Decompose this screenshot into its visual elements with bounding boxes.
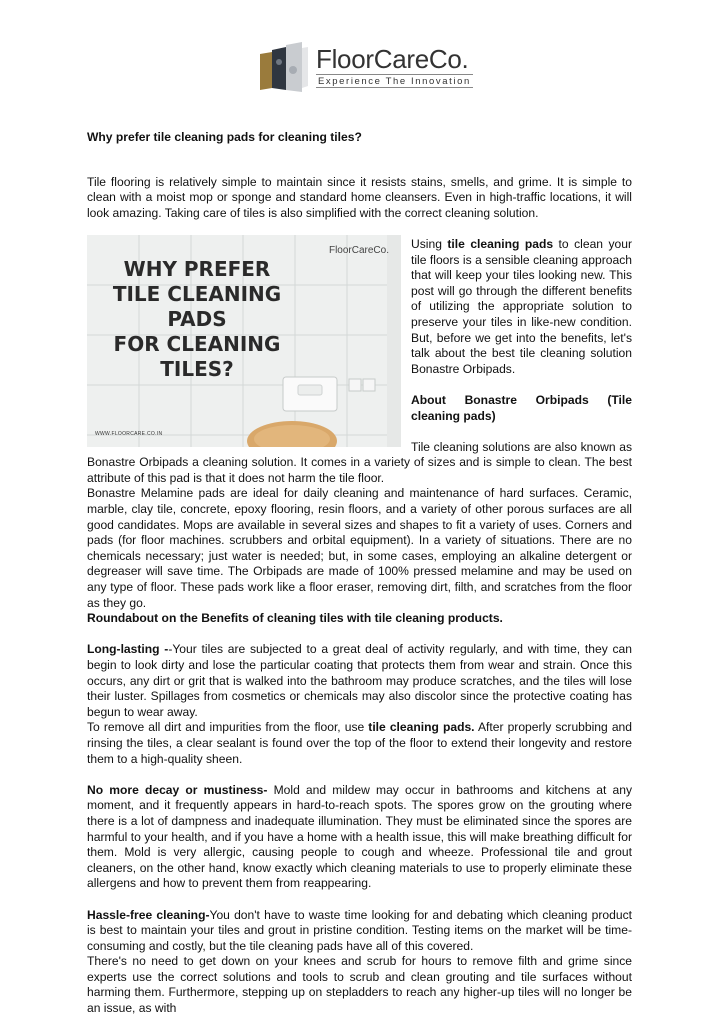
image-headline-line: TILE CLEANING PADS	[112, 281, 282, 331]
remove-paragraph	[87, 720, 632, 767]
article	[87, 130, 632, 1017]
benefits-heading: Roundabout on the Benefits of cleaning tiles with tile cleaning products.	[87, 611, 503, 626]
tile-logo-icon	[258, 42, 310, 94]
image-headline	[87, 257, 307, 382]
using-text: Using	[411, 236, 448, 251]
image-logo: FloorCareCo.	[328, 244, 389, 256]
brand-name: FloorCareCo.	[316, 44, 469, 74]
brand-tagline: Experience The Innovation	[318, 76, 471, 87]
decay-text: Mold and mildew may occur in bathrooms and kitchens at any moment, and it frequently appears in hard-to-reach spots. The spores grow on the grouting where there is a lot of dampness and inadequate illumination. They must be eliminated since the spores are harmful to your health, and if you have a home with a health issue, this will make breathing difficult for them. Mold is very allergic, causing people to cough and wheeze. Professional tile and grout cleaners, on the other hand, know exactly which cleaning materials to use to properly eliminate these allergens and how to prevent them from reappearing.	[87, 782, 632, 891]
article-hero-image	[87, 235, 401, 447]
hassle-text: You don't have to waste time looking for and debating which cleaning product is best to maintain your tiles and grout in pristine condition. Testing items on the market will be time-consuming and costly, but the tile cleaning pads have all of this covered.	[87, 907, 632, 953]
long-lasting-paragraph	[87, 642, 632, 720]
article-title: Why prefer tile cleaning pads for cleaning tiles?	[87, 130, 362, 144]
image-headline-line: WHY PREFER	[123, 256, 271, 281]
decay-paragraph	[87, 783, 632, 892]
brand-logo	[258, 40, 471, 98]
decay-heading: No more decay or mustiness-	[87, 782, 268, 797]
knees-paragraph: There's no need to get down on your knees and scrub for hours to remove filth and grime since experts use the correct solutions and tools to scrub and clean grouting and tile surfaces without harming them. Furthermore, stepping up on stepladders to reach any higher-up tiles will no longer be an issue, as with	[87, 954, 632, 1016]
hassle-paragraph	[87, 908, 632, 955]
long-lasting-text: -Your tiles are subjected to a great deal of activity regularly, and with time, they can begin to look dirty and lose the particular coating that protects them from wear and strain. Once this occurs, any dirt or grit that is walked into the bathroom may produce scratches, and the tiles will lose their luster. Spillages from cosmetics or chemicals may also discolor since the protective coating has begun to wear away.	[87, 642, 632, 719]
intro-paragraph: Tile flooring is relatively simple to maintain since it resists stains, smells, and grime. It is simple to clean with a moist mop or sponge and standard home cleansers. Even in high-traffic locations, it will look amazing. Taking care of tiles is also simplified with the correct cleaning solution.	[87, 174, 632, 220]
using-keyword: tile cleaning pads	[447, 236, 554, 251]
image-url: WWW.FLOORCARE.CO.IN	[95, 431, 163, 438]
remove-keyword: tile cleaning pads.	[368, 720, 475, 735]
about-paragraph-1: Tile cleaning solutions are also known as Bonastre Orbipads a cleaning solution. It comes in a variety of sizes and is simple to clean. The best attribute of this pad is that it does not harm the tile floor.	[87, 439, 632, 485]
about-paragraph-2: Bonastre Melamine pads are ideal for daily cleaning and maintenance of hard surfaces. Ceramic, marble, clay tile, concrete, epoxy flooring, resin floors, and a variety of other porous surfaces are all good candidates. Mops are available in several sizes and shapes to fit a variety of uses. Corners and pads (for floor machines. scrubbers and orbital equipment). In a variety of situations. There are no chemicals necessary; just water is needed; but, in some cases, employing an alkaline detergent or degreaser will save time. The Orbipads are made of 100% pressed melamine and may be used on any type of floor. These pads work like a floor eraser, removing dirt, filth, and scratches from the floor as they go.	[87, 486, 632, 610]
image-headline-line: FOR CLEANING TILES?	[113, 331, 281, 381]
long-lasting-heading: Long-lasting -	[87, 642, 169, 657]
hassle-heading: Hassle-free cleaning-	[87, 907, 210, 922]
about-heading: About Bonastre Orbipads (Tile cleaning pads)	[411, 392, 632, 423]
using-text-rest: to clean your tile floors is a sensible cleaning approach that will keep your tiles looking new. This post will go through the different benefits of utilizing the appropriate solution to preserve your tiles in like-new condition. But, before we get into the benefits, let's talk about the best tile cleaning solution Bonastre Orbipads.	[411, 236, 633, 376]
remove-text: To remove all dirt and impurities from the floor, use	[87, 720, 369, 735]
remove-text-rest: After properly scrubbing and rinsing the tiles, a clear sealant is found over the top of the floor to extend their longevity and restore them to a high-quality sheen.	[87, 720, 633, 766]
